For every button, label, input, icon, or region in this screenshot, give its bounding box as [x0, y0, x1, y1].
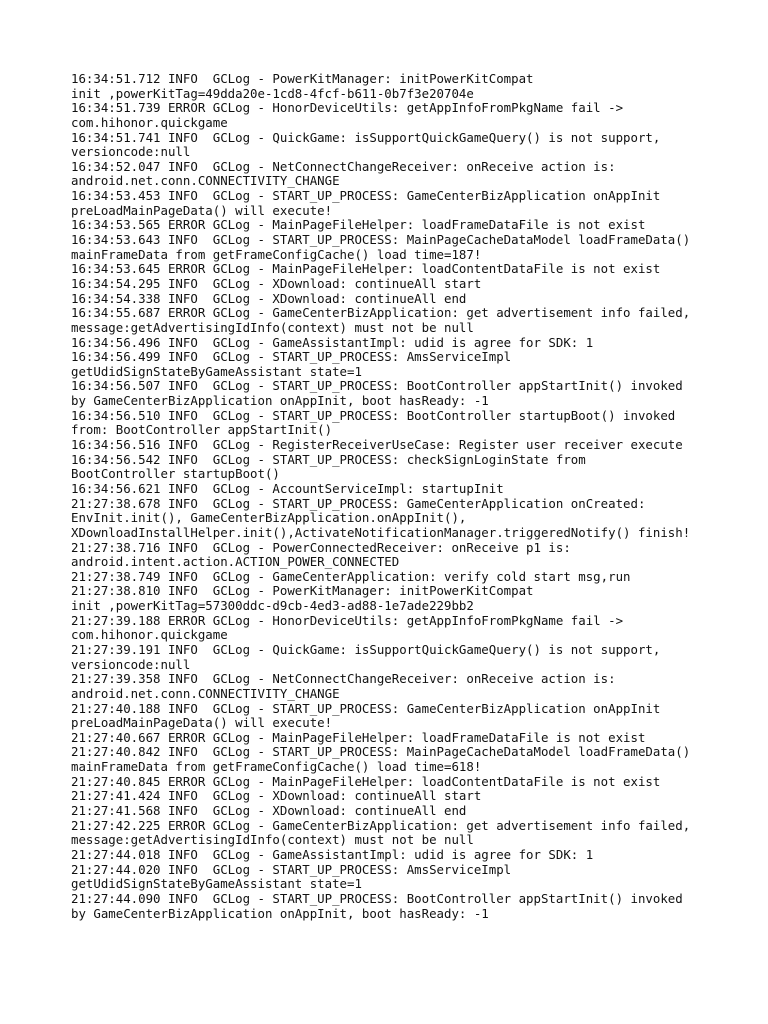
- log-line: 16:34:56.516 INFO GCLog - RegisterReceiverUseCase: Register user receiver execute: [71, 437, 683, 453]
- log-line: 16:34:56.507 INFO GCLog - START_UP_PROCESS: BootController appStartInit() invoked: [71, 378, 683, 394]
- log-line: com.hihonor.quickgame: [71, 627, 228, 643]
- log-line: 21:27:38.716 INFO GCLog - PowerConnectedReceiver: onReceive p1 is:: [71, 539, 571, 555]
- log-line: 21:27:40.842 INFO GCLog - START_UP_PROCESS: MainPageCacheDataModel loadFrameData(): [71, 744, 691, 760]
- log-line: 21:27:38.810 INFO GCLog - PowerKitManager: initPowerKitCompat: [71, 583, 534, 599]
- log-line: mainFrameData from getFrameConfigCache() load time=618!: [71, 759, 482, 775]
- log-line: versioncode:null: [71, 656, 191, 672]
- log-line: 21:27:39.188 ERROR GCLog - HonorDeviceUtils: getAppInfoFromPkgName fail ->: [71, 612, 624, 628]
- log-line: 21:27:44.090 INFO GCLog - START_UP_PROCESS: BootController appStartInit() invoked: [71, 890, 683, 906]
- log-line: 16:34:56.542 INFO GCLog - START_UP_PROCESS: checkSignLoginState from: [71, 451, 586, 467]
- log-line: BootController startupBoot(): [71, 466, 280, 482]
- log-line: versioncode:null: [71, 144, 191, 160]
- log-line: 16:34:53.643 INFO GCLog - START_UP_PROCESS: MainPageCacheDataModel loadFrameData(): [71, 232, 691, 248]
- log-line: 16:34:51.741 INFO GCLog - QuickGame: isSupportQuickGameQuery() is not support,: [71, 129, 661, 145]
- log-line: from: BootController appStartInit(): [71, 422, 333, 438]
- log-line: 16:34:54.338 INFO GCLog - XDownload: continueAll end: [71, 290, 467, 306]
- log-line: EnvInit.init(), GameCenterBizApplication.onAppInit(),: [71, 510, 467, 526]
- log-line: 21:27:44.018 INFO GCLog - GameAssistantImpl: udid is agree for SDK: 1: [71, 846, 594, 862]
- log-line: message:getAdvertisingIdInfo(context) must not be null: [71, 832, 474, 848]
- log-line: XDownloadInstallHelper.init(),ActivateNotificationManager.triggeredNotify() finish!: [71, 524, 691, 540]
- log-line: 21:27:40.667 ERROR GCLog - MainPageFileHelper: loadFrameDataFile is not exist: [71, 729, 646, 745]
- log-line: 21:27:40.188 INFO GCLog - START_UP_PROCESS: GameCenterBizApplication onAppInit: [71, 700, 661, 716]
- log-line: preLoadMainPageData() will execute!: [71, 715, 333, 731]
- log-line: 16:34:54.295 INFO GCLog - XDownload: continueAll start: [71, 275, 482, 291]
- log-line: android.net.conn.CONNECTIVITY_CHANGE: [71, 173, 340, 189]
- log-line: getUdidSignStateByGameAssistant state=1: [71, 876, 362, 892]
- log-line: getUdidSignStateByGameAssistant state=1: [71, 363, 362, 379]
- log-line: 21:27:38.749 INFO GCLog - GameCenterApplication: verify cold start msg,run: [71, 568, 631, 584]
- log-line: 21:27:41.568 INFO GCLog - XDownload: continueAll end: [71, 803, 467, 819]
- log-line: 21:27:39.358 INFO GCLog - NetConnectChangeReceiver: onReceive action is:: [71, 671, 616, 687]
- log-line: 16:34:56.510 INFO GCLog - START_UP_PROCESS: BootController startupBoot() invoked: [71, 407, 676, 423]
- log-line: by GameCenterBizApplication onAppInit, boot hasReady: -1: [71, 905, 489, 921]
- log-line: 21:27:38.678 INFO GCLog - START_UP_PROCESS: GameCenterApplication onCreated:: [71, 495, 646, 511]
- log-line: 16:34:56.621 INFO GCLog - AccountServiceImpl: startupInit: [71, 480, 504, 496]
- log-line: 16:34:55.687 ERROR GCLog - GameCenterBizApplication: get advertisement info failed,: [71, 305, 691, 321]
- log-line: message:getAdvertisingIdInfo(context) must not be null: [71, 319, 474, 335]
- log-line: 16:34:53.453 INFO GCLog - START_UP_PROCESS: GameCenterBizApplication onAppInit: [71, 188, 661, 204]
- log-line: 21:27:39.191 INFO GCLog - QuickGame: isSupportQuickGameQuery() is not support,: [71, 641, 661, 657]
- log-line: 16:34:52.047 INFO GCLog - NetConnectChangeReceiver: onReceive action is:: [71, 158, 616, 174]
- log-line: 16:34:53.565 ERROR GCLog - MainPageFileHelper: loadFrameDataFile is not exist: [71, 217, 646, 233]
- log-line: android.intent.action.ACTION_POWER_CONNECTED: [71, 554, 400, 570]
- log-line: 16:34:56.496 INFO GCLog - GameAssistantImpl: udid is agree for SDK: 1: [71, 334, 594, 350]
- log-line: 16:34:51.739 ERROR GCLog - HonorDeviceUtils: getAppInfoFromPkgName fail ->: [71, 100, 624, 116]
- log-line: 16:34:53.645 ERROR GCLog - MainPageFileHelper: loadContentDataFile is not exist: [71, 261, 661, 277]
- log-line: 21:27:44.020 INFO GCLog - START_UP_PROCESS: AmsServiceImpl: [71, 861, 512, 877]
- log-line: init ,powerKitTag=57300ddc-d9cb-4ed3-ad88-1e7ade229bb2: [71, 598, 474, 614]
- log-text-block: [71, 72, 761, 921]
- log-line: 16:34:56.499 INFO GCLog - START_UP_PROCESS: AmsServiceImpl: [71, 349, 512, 365]
- log-line: 21:27:40.845 ERROR GCLog - MainPageFileHelper: loadContentDataFile is not exist: [71, 773, 661, 789]
- log-line: android.net.conn.CONNECTIVITY_CHANGE: [71, 685, 340, 701]
- log-line: mainFrameData from getFrameConfigCache() load time=187!: [71, 246, 482, 262]
- log-line: 21:27:42.225 ERROR GCLog - GameCenterBizApplication: get advertisement info failed,: [71, 817, 691, 833]
- log-line: preLoadMainPageData() will execute!: [71, 202, 333, 218]
- log-line: com.hihonor.quickgame: [71, 114, 228, 130]
- log-line: init ,powerKitTag=49dda20e-1cd8-4fcf-b611-0b7f3e20704e: [71, 85, 474, 101]
- log-line: by GameCenterBizApplication onAppInit, boot hasReady: -1: [71, 393, 489, 409]
- log-line: 21:27:41.424 INFO GCLog - XDownload: continueAll start: [71, 788, 482, 804]
- log-line: 16:34:51.712 INFO GCLog - PowerKitManager: initPowerKitCompat: [71, 71, 534, 86]
